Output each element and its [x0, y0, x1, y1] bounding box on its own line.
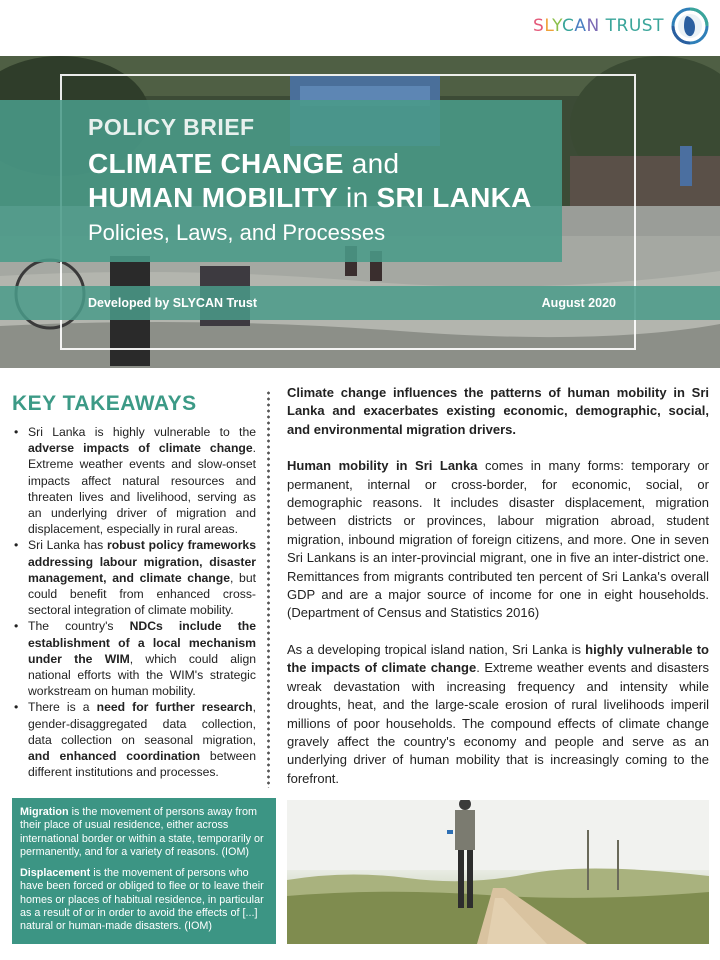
- policy-brief-label: POLICY BRIEF: [88, 114, 255, 140]
- logo-brand-colored: [533, 16, 600, 36]
- subtitle: Policies, Laws, and Processes: [88, 220, 386, 245]
- takeaway-item: • The country's NDCs include the establishment of a local mechanism under the WIM, which could align national efforts with the WIM's strategic workstream on human mobility.: [12, 618, 256, 699]
- logo-letter: N: [586, 16, 600, 36]
- logo-wordmark: [533, 16, 664, 36]
- developed-org: SLYCAN Trust: [172, 296, 258, 310]
- logo-letter: A: [574, 16, 587, 36]
- takeaway-item: • There is a need for further research, gender-disaggregated data collection, data collection on seasonal migration, and enhanced coordination between different institutions and processes.: [12, 699, 256, 780]
- title-and: and: [351, 148, 400, 179]
- logo-brand-trust: TRUST: [605, 16, 664, 36]
- takeaway-item: • Sri Lanka has robust policy frameworks addressing labour migration, disaster management, and climate change, but could benefit from enhanced cross-sectoral integration of climate mobility.: [12, 537, 256, 618]
- definitions-box: [12, 798, 276, 944]
- walking-man-photo: [287, 800, 709, 944]
- header-bar: [0, 0, 720, 56]
- title-line-2: [88, 182, 532, 214]
- developed-by: [88, 296, 257, 310]
- title-bold-climate: CLIMATE CHANGE: [88, 148, 344, 179]
- title-bold-srilanka: SRI LANKA: [376, 182, 532, 213]
- logo-letter: C: [562, 16, 575, 36]
- migration-definition: Migration is the movement of persons away from their place of usual residence, either across international border or within a state, temporarily or permanently, and for a variety of reasons. (IOM): [20, 806, 264, 858]
- lead-paragraph: Climate change influences the patterns of human mobility in Sri Lanka and exacerbates existing economic, demographic, social, and environmental migration drivers.: [287, 385, 709, 437]
- key-takeaways-heading: KEY TAKEAWAYS: [12, 392, 197, 415]
- slycan-trust-logo: [533, 6, 710, 46]
- title-in: in: [346, 182, 369, 213]
- displacement-definition: Displacement is the movement of persons who have been forced or obliged to flee or to leave their homes or places of habitual residence, in particular as a result of or in order to avoid the effects of [...] natural or human-made disasters. (IOM): [20, 867, 264, 933]
- title-line-1: [88, 148, 399, 180]
- key-takeaways-list: [12, 424, 256, 780]
- hero-banner: [0, 56, 720, 368]
- developed-prefix: Developed by: [88, 296, 170, 310]
- main-body: [287, 384, 709, 788]
- title-bold-mobility: HUMAN MOBILITY: [88, 182, 338, 213]
- island-globe-icon: [670, 6, 710, 46]
- body-paragraph-mobility: Human mobility in Sri Lanka comes in many forms: temporary or permanent, internal or cross-border, for economic, social, or demographic reasons. It includes disaster displacement, migration between districts or provinces, labour migration abroad, student migration, inbound migration of foreign citizens, and more. One in seven Sri Lankans is an inter-provincial migrant, one in five an inter-district one. Remittances from migrants contributed ten percent of Sri Lanka's overall GDP and are a major source of income for one in eight households. (Department of Census and Statistics 2016): [287, 458, 710, 621]
- dotted-divider: [267, 390, 270, 788]
- takeaway-item: • Sri Lanka is highly vulnerable to the adverse impacts of climate change. Extreme weather events and slow-onset impacts affect natural resources and threaten lives and livelihood, serving as an underlying driver of migration and displacement, especially in rural areas.: [12, 424, 256, 537]
- body-paragraph-vulnerability: As a developing tropical island nation, Sri Lanka is highly vulnerable to the impacts of climate change. Extreme weather events and disasters wreak devastation with increasing frequency and intensity while droughts, heat, and the large-scale erosion of rural livelihoods imperil millions of poor households. The compound effects of climate change gravely affect the country's economy and people and serve as an underlying driver of human mobility that is increasingly coming to the forefront.: [287, 641, 709, 786]
- logo-letter: L: [544, 16, 553, 36]
- publication-date: August 2020: [541, 296, 616, 310]
- logo-letter: Y: [552, 16, 563, 36]
- logo-letter: S: [533, 16, 545, 36]
